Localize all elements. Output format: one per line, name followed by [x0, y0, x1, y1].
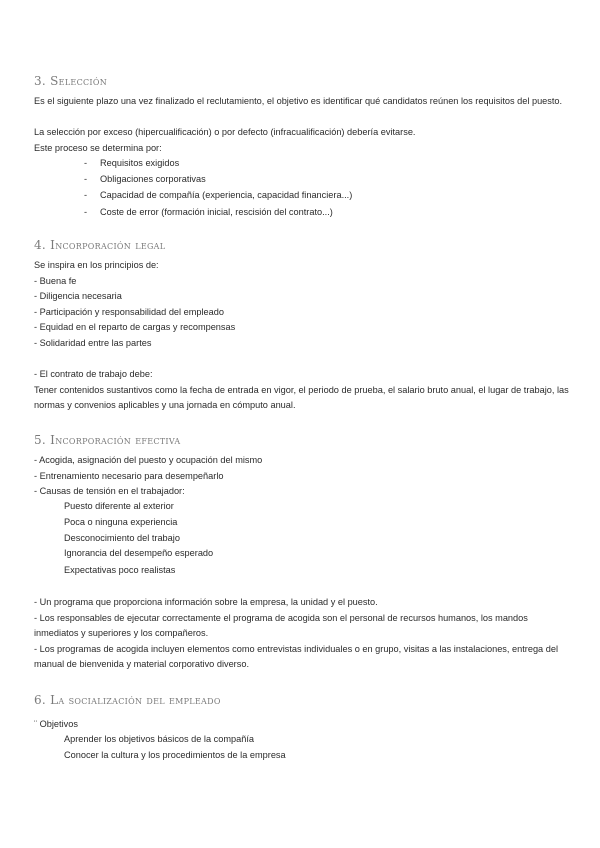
cause-item: Puesto diferente al exterior — [64, 501, 174, 511]
cause-item: Desconocimiento del trabajo — [64, 533, 180, 543]
cause-item: Ignorancia del desempeño esperado — [64, 548, 214, 558]
bullet-dash: - — [84, 174, 88, 184]
list-item: - Diligencia necesaria — [34, 291, 122, 301]
section-4-heading: 4. Incorporación legal — [34, 238, 166, 252]
objective-item: Aprender los objetivos básicos de la compañía — [64, 734, 254, 744]
list-item: Requisitos exigidos — [100, 158, 180, 168]
bullet-dash: - — [84, 207, 88, 217]
objective-item: Conocer la cultura y los procedimientos de la empresa — [64, 750, 286, 760]
section-3-paragraph-2: La selección por exceso (hipercualificación) o por defecto (infracualificación) debería evitarse. — [34, 127, 416, 137]
section-3-paragraph-3: Este proceso se determina por: — [34, 143, 162, 153]
contract-text: Tener contenidos sustantivos como la fecha de entrada en vigor, el periodo de prueba, el salario bruto anual, el lugar de trabajo, las normas y convenios aplicables y una jornada en cómputo anual. — [34, 385, 569, 411]
list-item: - Causas de tensión en el trabajador: — [34, 486, 185, 496]
objectives-label: ¨ Objetivos — [34, 719, 78, 729]
section-5-heading: 5. Incorporación efectiva — [34, 433, 181, 447]
section-4-intro: Se inspira en los principios de: — [34, 260, 159, 270]
bullet-dash: - — [84, 190, 88, 200]
list-item: - Buena fe — [34, 276, 77, 286]
section-5-paragraph-3: - Los programas de acogida incluyen elementos como entrevistas individuales o en grupo, visitas a las instalaciones, entrega del manual de bienvenida y material corporativo diverso. — [34, 644, 558, 670]
list-item: - Participación y responsabilidad del empleado — [34, 307, 224, 317]
cause-item: Expectativas poco realistas — [64, 565, 176, 575]
list-item: Obligaciones corporativas — [100, 174, 206, 184]
list-item: - Acogida, asignación del puesto y ocupación del mismo — [34, 455, 263, 465]
section-5-paragraph-1: - Un programa que proporciona información sobre la empresa, la unidad y el puesto. — [34, 597, 378, 607]
list-item: - Entrenamiento necesario para desempeñarlo — [34, 471, 224, 481]
list-item: Capacidad de compañía (experiencia, capacidad financiera...) — [100, 190, 353, 200]
section-3-paragraph-1: Es el siguiente plazo una vez finalizado el reclutamiento, el objetivo es identificar qué candidatos reúnen los requisitos del puesto. — [34, 96, 563, 106]
section-5-paragraph-2: - Los responsables de ejecutar correctamente el programa de acogida son el personal de recursos humanos, los mandos inmediatos y superiores y los compañeros. — [34, 613, 528, 639]
list-item: - Solidaridad entre las partes — [34, 338, 152, 348]
list-item: Coste de error (formación inicial, rescisión del contrato...) — [100, 207, 333, 217]
contract-title: - El contrato de trabajo debe: — [34, 369, 153, 379]
section-6-heading: 6. La socialización del empleado — [34, 693, 221, 707]
section-3-heading: 3. Selección — [34, 74, 108, 88]
cause-item: Poca o ninguna experiencia — [64, 517, 178, 527]
list-item: - Equidad en el reparto de cargas y recompensas — [34, 322, 236, 332]
bullet-dash: - — [84, 158, 88, 168]
